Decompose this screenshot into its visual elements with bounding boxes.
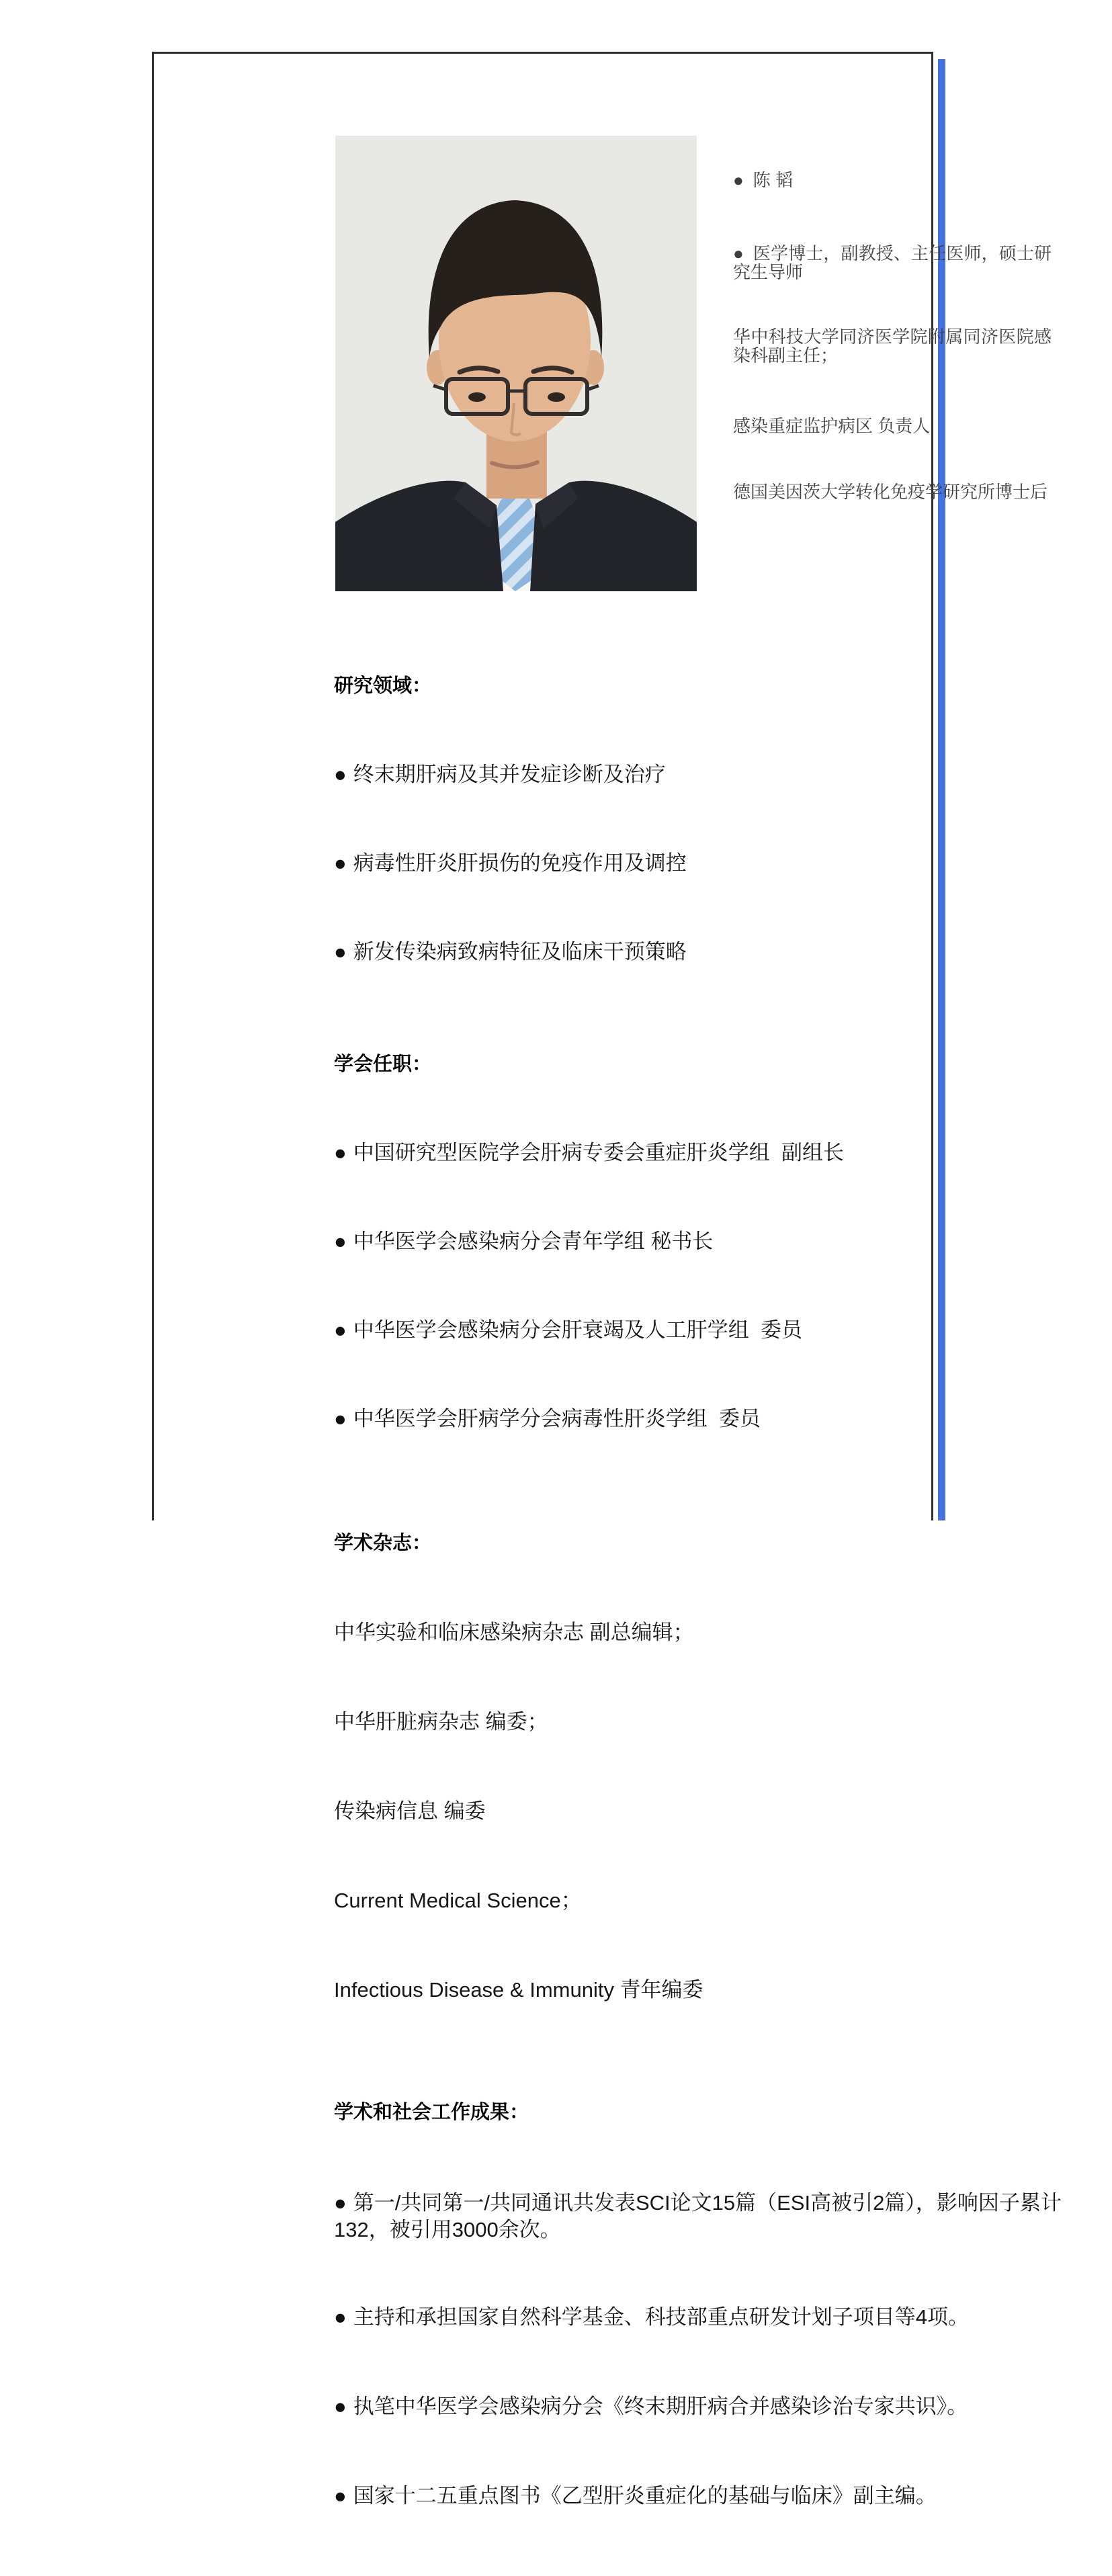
profile-titles: 医学博士，副教授、主任医师，硕士研究生导师 — [733, 243, 1052, 282]
society-item-text: 中华医学会肝病学分会病毒性肝炎学组 委员 — [353, 1407, 761, 1430]
bullet-icon: ● — [334, 763, 347, 786]
bullet-icon: ● — [733, 170, 744, 190]
research-item — [334, 852, 1081, 875]
section-heading-research: 研究领域： — [334, 675, 432, 697]
profile-summary — [733, 133, 1052, 539]
achievement-item-text: 主持和承担国家自然科学基金、科技部重点研发计划子项目等4项。 — [353, 2305, 969, 2329]
research-item-text: 新发传染病致病特征及临床干预策略 — [353, 940, 687, 963]
journal-item: Infectious Disease & Immunity 青年编委 — [334, 1978, 703, 2002]
bullet-icon: ● — [334, 1318, 347, 1342]
research-item-text: 病毒性肝炎肝损伤的免疫作用及调控 — [353, 851, 687, 875]
bullet-icon: ● — [334, 940, 347, 963]
society-item-text: 中国研究型医院学会肝病专委会重症肝炎学组 副组长 — [353, 1141, 844, 1164]
society-item — [334, 1408, 1081, 1430]
portrait-photo — [335, 136, 697, 591]
bullet-icon: ● — [334, 1141, 347, 1164]
journal-item: Current Medical Science； — [334, 1889, 582, 1912]
bullet-icon: ● — [334, 2395, 347, 2418]
profile-sections — [334, 606, 1081, 2576]
journal-item: 中华实验和临床感染病杂志 副总编辑； — [334, 1621, 694, 1644]
bullet-icon: ● — [334, 2484, 347, 2507]
bullet-icon: ● — [733, 243, 744, 263]
research-item — [334, 941, 1081, 963]
portrait-illustration — [335, 136, 697, 591]
society-item — [334, 1142, 1081, 1164]
journal-item: 中华肝脏病杂志 编委； — [334, 1710, 548, 1733]
society-item-text: 中华医学会感染病分会青年学组 秘书长 — [353, 1230, 714, 1253]
achievement-item — [334, 2190, 1081, 2243]
research-item — [334, 763, 1081, 786]
research-item-text: 终末期肝病及其并发症诊断及治疗 — [353, 763, 666, 786]
bullet-icon: ● — [334, 1230, 347, 1253]
profile-name-line — [733, 171, 1052, 189]
profile-position2: 感染重症监护病区 负责人 — [733, 416, 931, 436]
achievement-item-text: 国家十二五重点图书《乙型肝炎重症化的基础与临床》副主编。 — [353, 2484, 937, 2507]
section-heading-achievements: 学术和社会工作成果： — [334, 2102, 529, 2123]
achievement-item-text: 第一/共同第一/共同通讯共发表SCI论文15篇（ESI高被引2篇），影响因子累计132，被引用3000余次。 — [334, 2191, 1062, 2241]
profile-titles-line — [733, 244, 1052, 282]
society-item — [334, 1230, 1081, 1253]
bullet-icon: ● — [334, 2191, 347, 2215]
achievement-item — [334, 2395, 1081, 2418]
achievement-item — [334, 2485, 1081, 2507]
section-heading-society: 学会任职： — [334, 1054, 432, 1075]
profile-name: 陈 韬 — [753, 170, 793, 190]
profile-position3: 德国美因茨大学转化免疫学研究所博士后 — [733, 482, 1048, 502]
bullet-icon: ● — [334, 1407, 347, 1430]
bullet-icon: ● — [334, 851, 347, 875]
bullet-icon: ● — [334, 2305, 347, 2329]
section-heading-journals: 学术杂志： — [334, 1533, 432, 1554]
achievement-item — [334, 2306, 1081, 2329]
journal-item: 传染病信息 编委 — [334, 1799, 486, 1823]
society-item — [334, 1319, 1081, 1342]
profile-position1: 华中科技大学同济医学院附属同济医院感染科副主任； — [733, 327, 1052, 366]
achievement-item-text: 执笔中华医学会感染病分会《终末期肝病合并感染诊治专家共识》。 — [353, 2395, 968, 2418]
profile-card — [152, 52, 1062, 2507]
society-item-text: 中华医学会感染病分会肝衰竭及人工肝学组 委员 — [353, 1318, 802, 1342]
